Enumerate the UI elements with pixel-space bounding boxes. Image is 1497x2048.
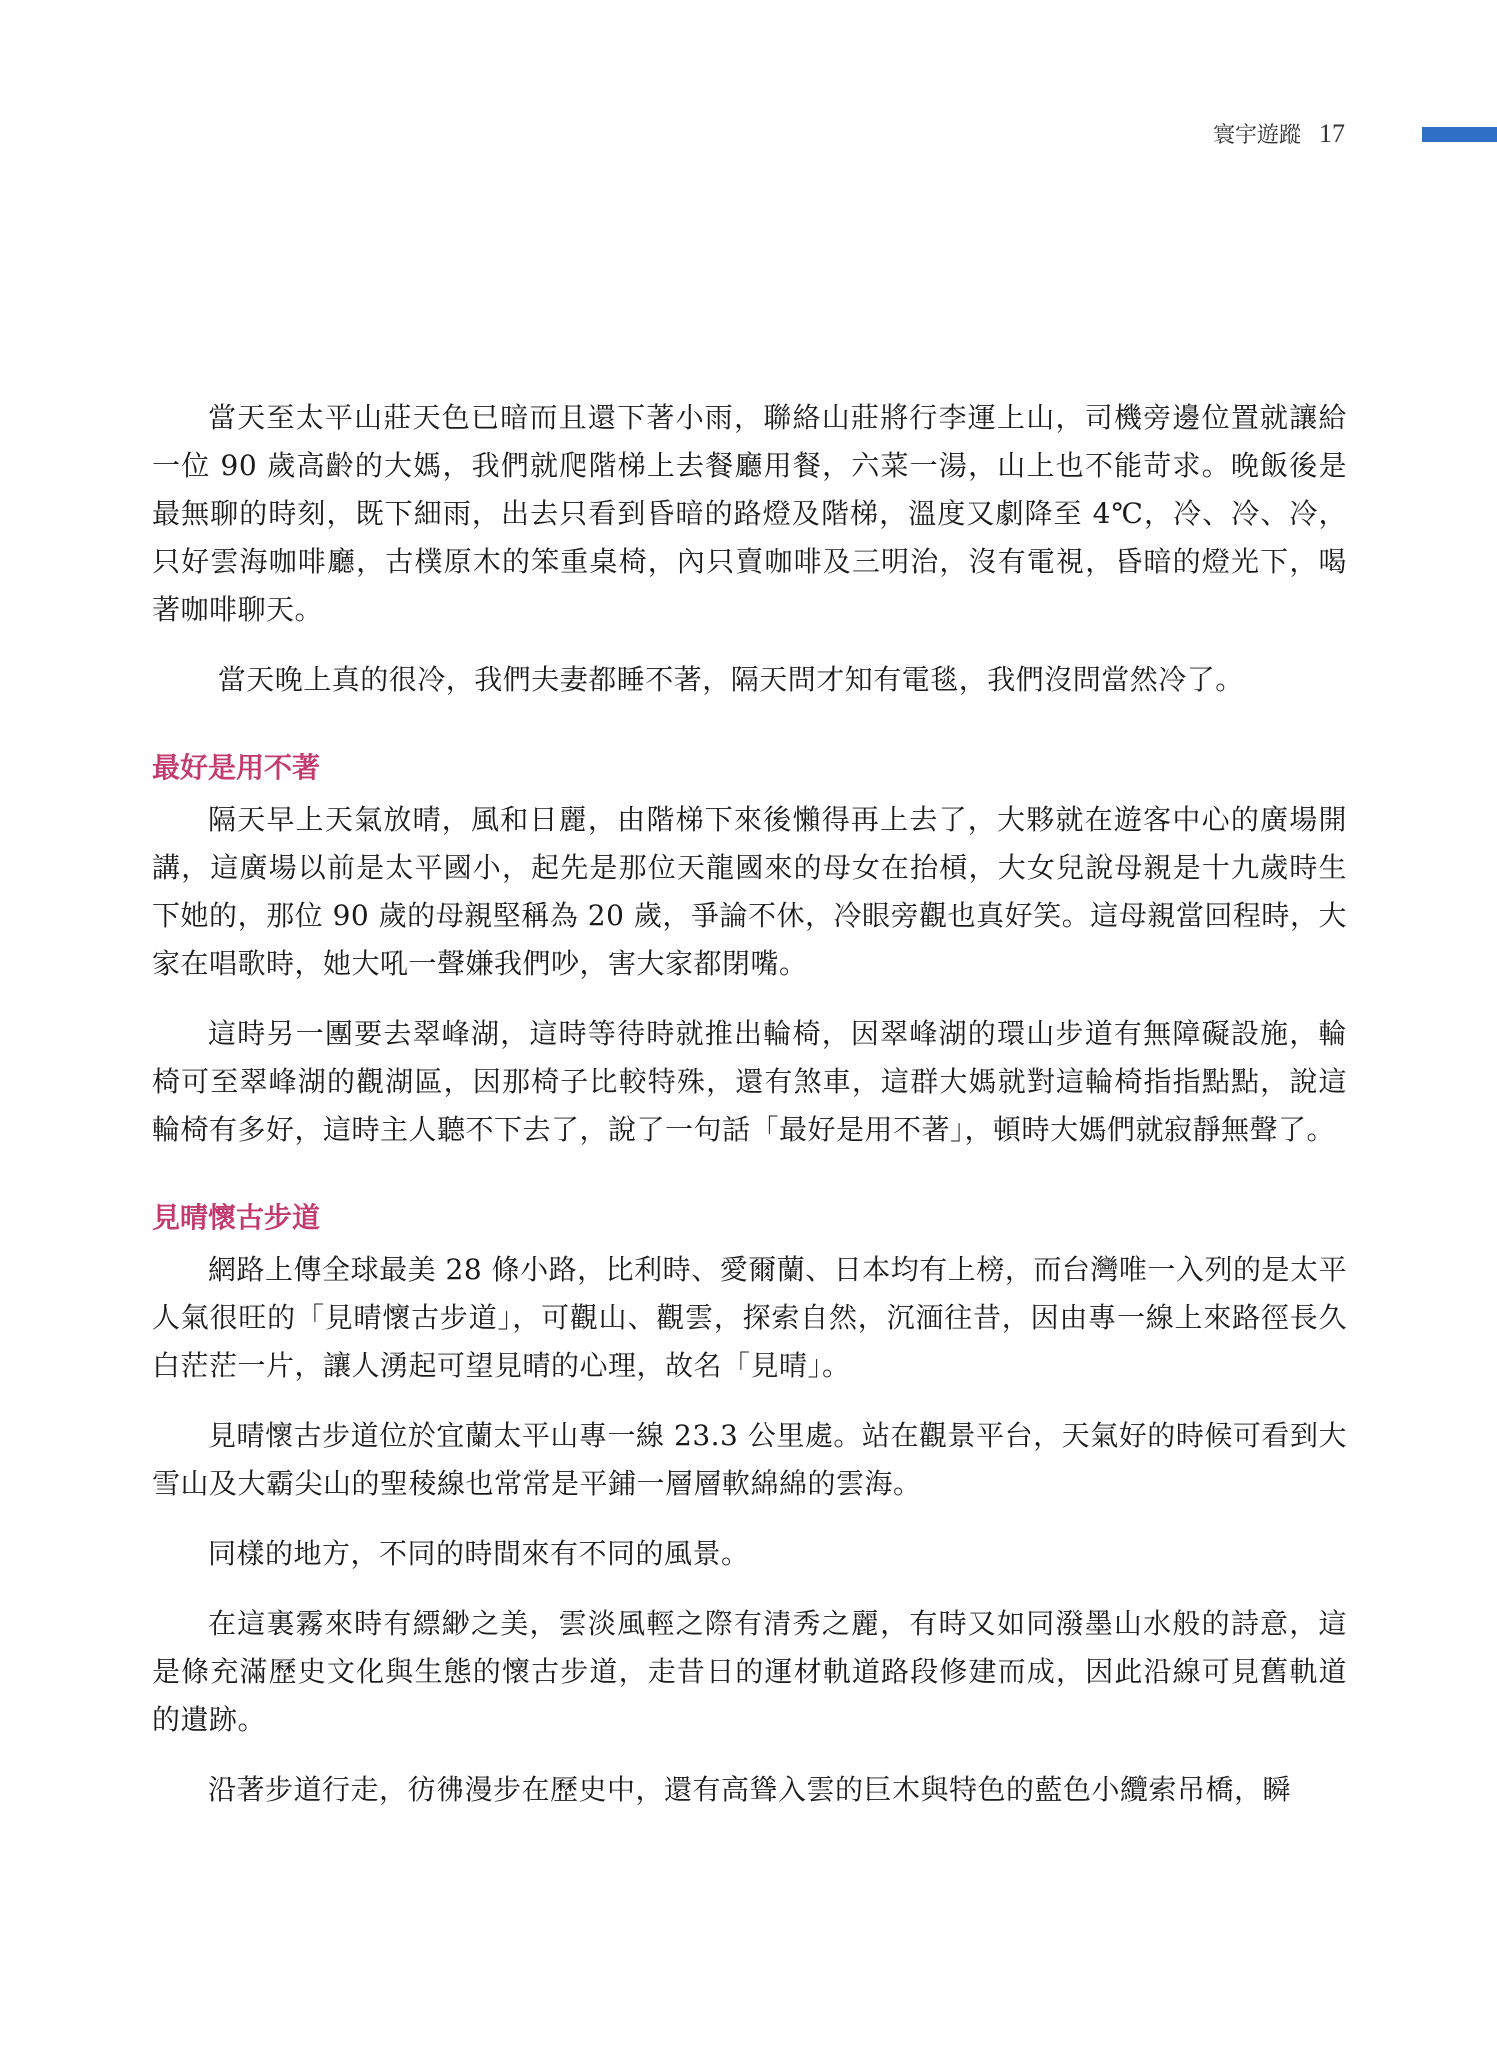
paragraph: 當天晚上真的很冷，我們夫妻都睡不著，隔天問才知有電毯，我們沒問當然冷了。 bbox=[217, 663, 1244, 696]
running-header bbox=[1213, 118, 1345, 149]
paragraph: 沿著步道行走，彷彿漫步在歷史中，還有高聳入雲的巨木與特色的藍色小纜索吊橋，瞬 bbox=[208, 1773, 1292, 1806]
paragraph: 這時另一團要去翠峰湖，這時等待時就推出輪椅，因翠峰湖的環山步道有無障礙設施，輪椅可至翠峰湖的觀湖區，因那椅子比較特殊，還有煞車，這群大媽就對這輪椅指指點點，說這輪椅有多好，這時主人聽不下去了，說了一句話「最好是用不著」，頓時大媽們就寂靜無聲了。 bbox=[152, 1017, 1347, 1146]
paragraph: 網路上傳全球最美 28 條小路，比利時、愛爾蘭、日本均有上榜，而台灣唯一入列的是太平人氣很旺的「見晴懷古步道」，可觀山、觀雲，探索自然，沉湎往昔，因由專一線上來路徑長久白茫茫一片，讓人湧起可望見晴的心理，故名「見晴」。 bbox=[152, 1253, 1347, 1382]
section-heading: 見晴懷古步道 bbox=[152, 1201, 321, 1234]
section-title: 寰宇遊蹤 bbox=[1212, 123, 1301, 148]
chapter-tab-marker bbox=[1422, 127, 1497, 142]
paragraph: 當天至太平山莊天色已暗而且還下著小雨，聯絡山莊將行李運上山，司機旁邊位置就讓給一位 90 歲高齡的大媽，我們就爬階梯上去餐廳用餐，六菜一湯，山上也不能苛求。晚飯後是最無聊的時刻，既下細雨，出去只看到昏暗的路燈及階梯，溫度又劇降至 4℃，冷、冷、冷，只好雲海咖啡廳，古樸原木的笨重桌椅，內只賣咖啡及三明治，沒有電視，昏暗的燈光下，喝著咖啡聊天。 bbox=[152, 401, 1347, 626]
paragraph: 在這裏霧來時有縹緲之美，雲淡風輕之際有清秀之麗，有時又如同潑墨山水般的詩意，這是條充滿歷史文化與生態的懷古步道，走昔日的運材軌道路段修建而成，因此沿線可見舊軌道的遺跡。 bbox=[152, 1607, 1347, 1736]
paragraph: 見晴懷古步道位於宜蘭太平山專一線 23.3 公里處。站在觀景平台，天氣好的時候可看到大雪山及大霸尖山的聖稜線也常常是平鋪一層層軟綿綿的雲海。 bbox=[152, 1419, 1347, 1500]
article-body bbox=[152, 394, 1347, 1836]
page-number: 17 bbox=[1319, 119, 1345, 148]
paragraph: 同樣的地方，不同的時間來有不同的風景。 bbox=[208, 1537, 750, 1570]
section-heading: 最好是用不著 bbox=[152, 751, 321, 784]
paragraph: 隔天早上天氣放晴，風和日麗，由階梯下來後懶得再上去了，大夥就在遊客中心的廣場開講，這廣場以前是太平國小，起先是那位天龍國來的母女在抬槓，大女兒說母親是十九歲時生下她的，那位 90 歲的母親堅稱為 20 歲，爭論不休，冷眼旁觀也真好笑。這母親當回程時，大家在唱歌時，她大吼一聲嫌我們吵，害大家都閉嘴。 bbox=[152, 803, 1347, 980]
